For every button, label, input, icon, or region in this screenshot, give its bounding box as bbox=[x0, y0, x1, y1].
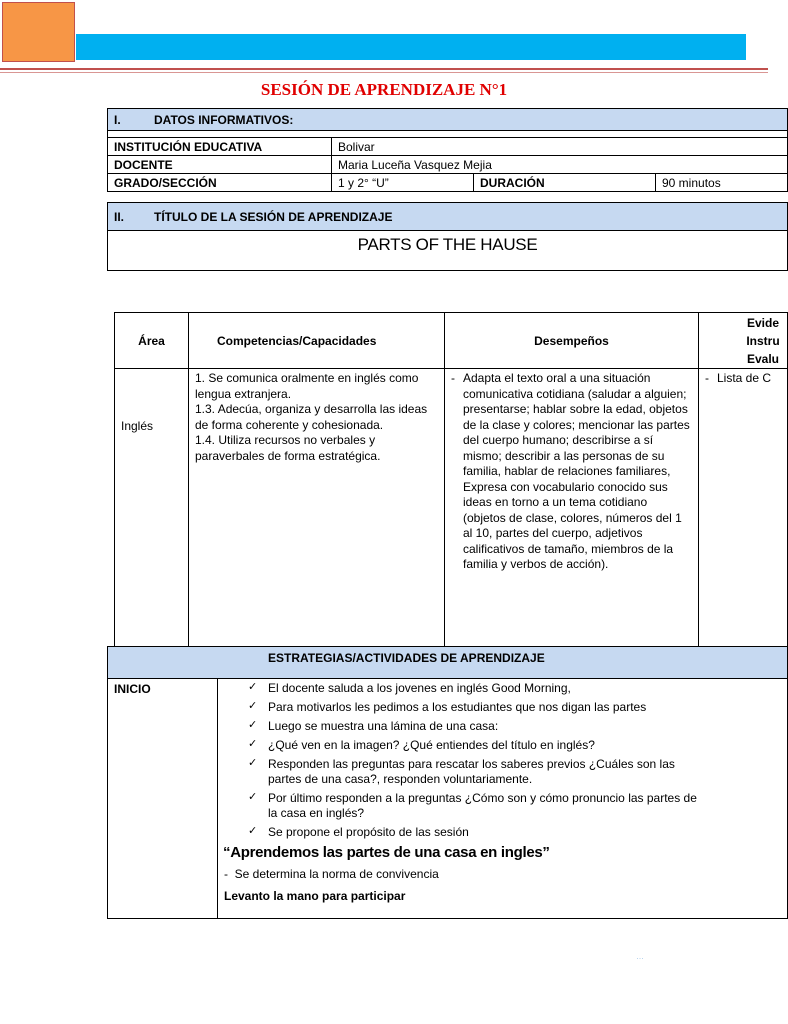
activity-item: ✓ El docente saluda a los jovenes en inglés Good Morning, bbox=[248, 681, 571, 695]
evidencias-list bbox=[705, 371, 781, 387]
checkmark-icon: ✓ bbox=[248, 681, 258, 693]
section-i-number: I. bbox=[114, 112, 121, 127]
competencias-table bbox=[114, 312, 788, 667]
checkmark-icon: ✓ bbox=[248, 757, 258, 769]
institucion-value: Bolivar bbox=[332, 138, 788, 156]
grado-label: GRADO/SECCIÓN bbox=[108, 174, 332, 192]
norma-line: - Se determina la norma de convivencia bbox=[224, 867, 439, 881]
header-area: Área bbox=[115, 313, 189, 369]
section-ii-header bbox=[108, 203, 788, 231]
header-blue-band bbox=[76, 34, 746, 60]
evidencias-cell bbox=[699, 369, 788, 667]
session-purpose: “Aprendemos las partes de una casa en ingles” bbox=[223, 844, 550, 861]
activity-item: ✓ Por último responden a la preguntas ¿Cómo son y cómo pronuncio las partes de la casa en inglés? bbox=[248, 791, 697, 820]
header-red-rule bbox=[0, 68, 768, 70]
grado-value: 1 y 2° “U” bbox=[332, 174, 474, 192]
session-title: PARTS OF THE HAUSE bbox=[108, 231, 788, 271]
docente-label: DOCENTE bbox=[108, 156, 332, 174]
section-i-header bbox=[108, 109, 788, 131]
estrategias-header bbox=[108, 647, 788, 679]
institucion-label: INSTITUCIÓN EDUCATIVA bbox=[108, 138, 332, 156]
capacidad-item: 1.3. Adecúa, organiza y desarrolla las ideas de forma coherente y cohesionada. bbox=[195, 402, 428, 432]
checkmark-icon: ✓ bbox=[248, 738, 258, 750]
activity-item: ✓ Luego se muestra una lámina de una casa: bbox=[248, 719, 499, 733]
page-mark: … bbox=[636, 952, 644, 961]
header-evidencias-line2: Instru bbox=[746, 333, 780, 348]
header-evidencias-line3: Evalu bbox=[746, 351, 779, 366]
header-desempenos: Desempeños bbox=[445, 313, 699, 369]
activity-item: ✓ Se propone el propósito de las sesión bbox=[248, 825, 469, 839]
section-ii-number: II. bbox=[114, 209, 125, 224]
section-i-title: DATOS INFORMATIVOS: bbox=[154, 112, 294, 127]
datos-informativos-table bbox=[107, 108, 788, 192]
desempeno-item: - Adapta el texto oral a una situación comunicativa cotidiana (saludar a alguien; presentarse; hablar sobre la edad, objetos de la clase y colores; mencionar las partes del cuerpo humano; describirse a sí mismo; describir a las personas de su familia, hablar de relaciones familiares, Expresa con vocabulario conocido sus ideas en torno a un tema cotidiano (objetos de clase, colores, números del 1 al 10, partes del cuerpo, adjetivos calificativos de tamaño, miembros de la familia y verbos de acción). bbox=[463, 371, 692, 573]
header-evidencias-line1: Evide bbox=[746, 315, 779, 330]
estrategias-table bbox=[107, 646, 788, 919]
checkmark-icon: ✓ bbox=[248, 791, 258, 803]
duracion-label: DURACIÓN bbox=[474, 174, 656, 192]
document-title: SESIÓN DE APRENDIZAJE N°1 bbox=[260, 80, 508, 99]
capacidad-item: 1.4. Utiliza recursos no verbales y paraverbales de forma estratégica. bbox=[195, 433, 381, 463]
area-value: Inglés bbox=[115, 369, 189, 667]
docente-value: Maria Luceña Vasquez Mejia bbox=[332, 156, 788, 174]
activity-item: ✓ Para motivarlos les pedimos a los estudiantes que nos digan las partes bbox=[248, 700, 647, 714]
header-evidencias bbox=[699, 313, 788, 369]
checkmark-icon: ✓ bbox=[248, 825, 258, 837]
activity-item: ✓ ¿Qué ven en la imagen? ¿Qué entiendes del título en inglés? bbox=[248, 738, 595, 752]
dash-bullet: - bbox=[224, 867, 235, 881]
capacidad-item: 1. Se comunica oralmente en inglés como lengua extranjera. bbox=[195, 371, 419, 401]
spacer-row bbox=[108, 131, 788, 138]
evidencia-item: - Lista de C bbox=[717, 371, 781, 387]
header-orange-block bbox=[2, 2, 75, 62]
header-red-rule-thin bbox=[0, 72, 768, 73]
norma-value: Levanto la mano para participar bbox=[224, 889, 406, 903]
duracion-value: 90 minutos bbox=[656, 174, 788, 192]
checkmark-icon: ✓ bbox=[248, 719, 258, 731]
header-competencias: Competencias/Capacidades bbox=[189, 313, 445, 369]
section-ii-title: TÍTULO DE LA SESIÓN DE APRENDIZAJE bbox=[154, 209, 393, 224]
capacidades-cell bbox=[189, 369, 445, 667]
estrategias-title: ESTRATEGIAS/ACTIVIDADES DE APRENDIZAJE bbox=[268, 651, 545, 665]
desempenos-cell bbox=[445, 369, 699, 667]
inicio-label: INICIO bbox=[108, 679, 218, 919]
inicio-content bbox=[218, 679, 788, 919]
titulo-sesion-table bbox=[107, 202, 788, 271]
desempenos-list bbox=[451, 371, 692, 573]
activity-item: ✓ Responden las preguntas para rescatar los saberes previos ¿Cuáles son las partes de una casa?, responden voluntariamente. bbox=[248, 757, 675, 786]
inicio-activities bbox=[218, 681, 781, 840]
checkmark-icon: ✓ bbox=[248, 700, 258, 712]
